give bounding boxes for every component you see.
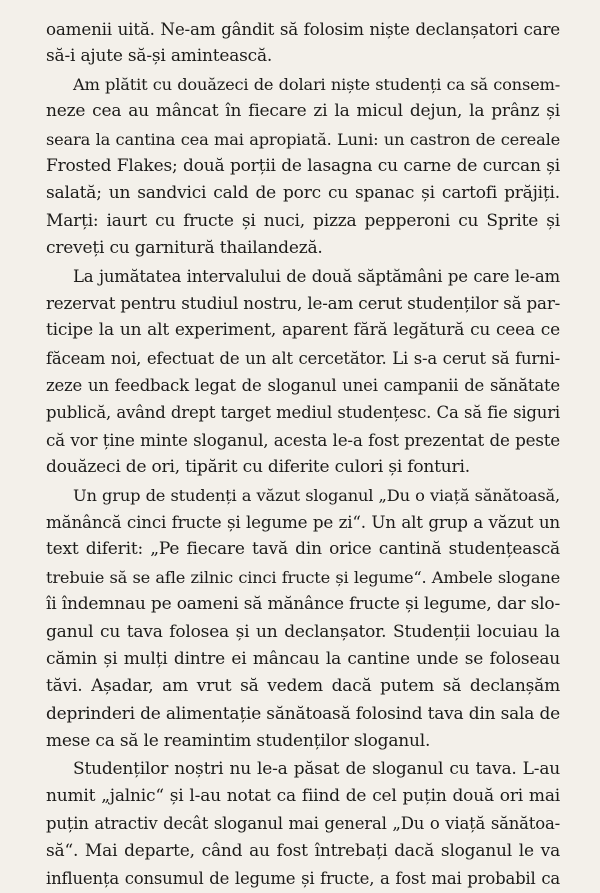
text-line: să“. Mai departe, când au fost întrebați dacă sloganul le va [46,840,560,861]
text-line: trebuie să se afle zilnic cinci fructe și legume“. Ambele slogane [46,567,560,587]
text-line: ganul cu tava folosea și un declanșator. Studenții locuiau la [46,621,560,642]
text-line: puțin atractiv decât sloganul mai general „Du o viață sănătoa- [46,814,560,834]
text-line: publică, având drept target mediul studențesc. Ca să fie siguri [46,403,560,423]
text-line: La jumătatea intervalului de două săptămâni pe care le-am [73,266,560,286]
text-line: Frosted Flakes; două porții de lasagna cu carne de curcan și [46,155,560,176]
text-line: rezervat pentru studiul nostru, le-am cerut studenților să par- [46,292,561,313]
text-line: mese ca să le reamintim studenților sloganul. [46,731,431,752]
text-line: ticipe la un alt experiment, aparent fără legătură cu ceea ce [46,320,560,341]
text-line: Studenților noștri nu le-a păsat de sloganul cu tava. L-au [73,758,560,779]
text-line: Marți: iaurt cu fructe și nuci, pizza pepperoni cu Sprite și [46,210,560,231]
text-line: făceam noi, efectuat de un alt cercetător. Li s-a cerut să furni- [46,348,560,368]
text-line: douăzeci de ori, tipărit cu diferite culori și fonturi. [46,457,470,478]
text-line: zeze un feedback legat de sloganul unei campanii de sănătate [46,376,560,396]
text-line: salată; un sandvici cald de porc cu spanac și cartofi prăjiți. [46,183,560,204]
text-line: neze cea au mâncat în fiecare zi la micul dejun, la prânz și [46,101,560,122]
text-line: mănâncă cinci fructe și legume pe zi“. Un alt grup a văzut un [46,512,560,533]
text-line: cămin și mulți dintre ei mâncau la cantine unde se foloseau [46,648,560,669]
text-line: să-i ajute să-și amintească. [46,46,273,67]
text-line: îi îndemnau pe oameni să mănânce fructe și legume, dar slo- [46,594,560,615]
text-line: Am plătit cu douăzeci de dolari niște studenți ca să consem- [73,74,560,94]
text-line: creveți cu garnitură thailandeză. [46,238,323,259]
text-line: oamenii uită. Ne-am gândit să folosim niște declanșatori care [46,19,560,39]
text-line: text diferit: „Pe fiecare tavă din orice cantină studențească [46,539,560,560]
text-line: influența consumul de legume și fructe, a fost mai probabil ca [46,869,560,889]
text-line: seara la cantina cea mai apropiată. Luni: un castron de cereale [46,129,560,149]
text-line: deprinderi de alimentație sănătoasă folosind tava din sala de [46,703,560,724]
text-line: numit „jalnic“ și l-au notat ca fiind de cel puțin două ori mai [46,785,560,806]
text-line: că vor ține minte sloganul, acesta le-a fost prezentat de peste [46,429,560,450]
text-line: tăvi. Așadar, am vrut să vedem dacă putem să declanșăm [46,676,560,697]
text-line: Un grup de studenți a văzut sloganul „Du o viață sănătoasă, [73,485,560,505]
